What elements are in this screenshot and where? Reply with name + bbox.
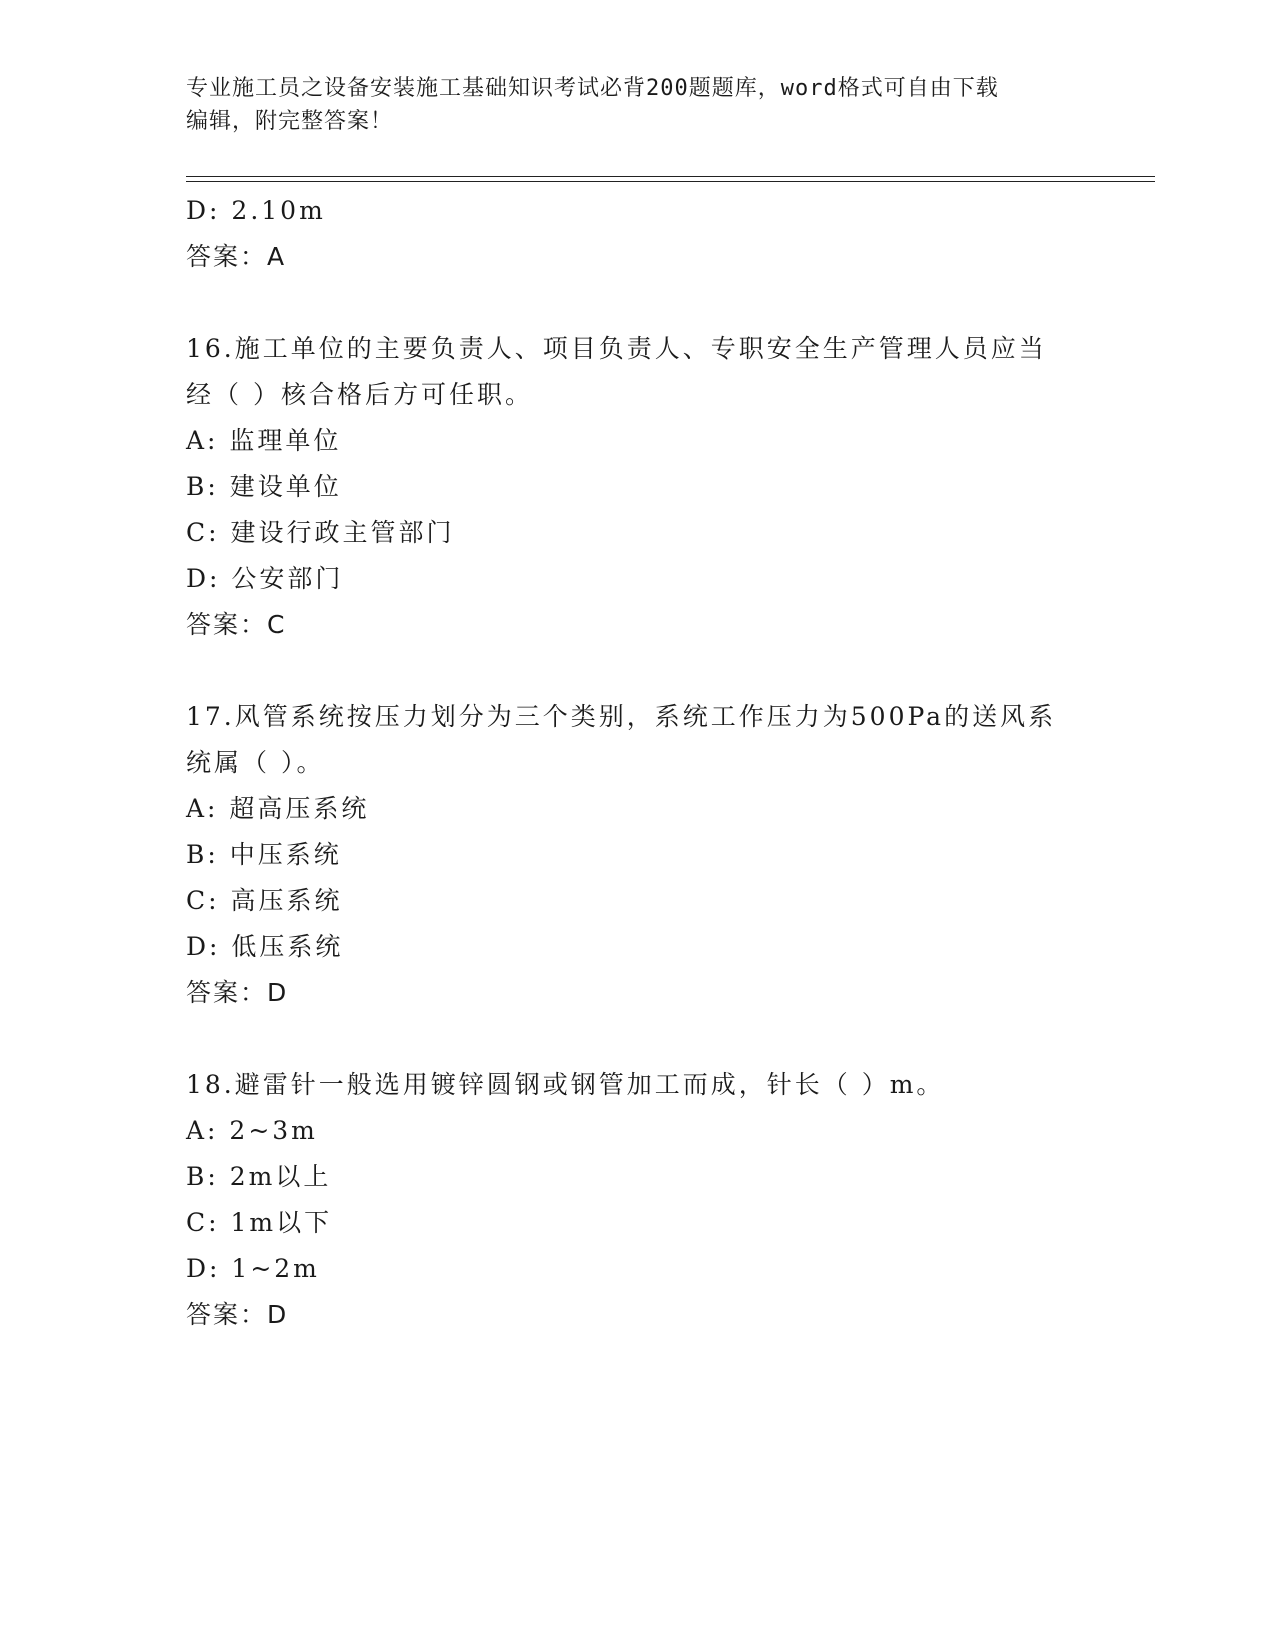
option-a: A: 监理单位	[186, 426, 342, 455]
answer: 答案：D	[186, 1300, 289, 1329]
prev-answer: 答案：A	[186, 242, 287, 271]
question-stem-line1: 17.风管系统按压力划分为三个类别，系统工作压力为500Pa的送风系	[186, 702, 1057, 731]
option-c: C: 1m以下	[186, 1208, 333, 1237]
question-stem-line2: 统属（ ）。	[186, 748, 325, 777]
document-body	[186, 188, 1086, 1338]
option-d: D: 公安部门	[186, 564, 344, 593]
question-stem-line1: 16.施工单位的主要负责人、项目负责人、专职安全生产管理人员应当	[186, 334, 1047, 363]
document-header	[186, 72, 1086, 138]
option-c: C: 建设行政主管部门	[186, 518, 455, 547]
header-title-line2: 编辑，附完整答案！	[186, 109, 394, 134]
header-divider-bottom	[186, 181, 1155, 182]
header-divider-top	[186, 176, 1155, 177]
spacer	[186, 648, 1086, 694]
answer: 答案：C	[186, 610, 287, 639]
prev-option-d: D: 2.10m	[186, 196, 326, 225]
answer: 答案：D	[186, 978, 289, 1007]
header-title-line1: 专业施工员之设备安装施工基础知识考试必背200题题库，word格式可自由下载	[186, 76, 999, 101]
option-b: B: 建设单位	[186, 472, 342, 501]
question-17	[186, 694, 1086, 1016]
option-b: B: 中压系统	[186, 840, 342, 869]
question-18	[186, 1062, 1086, 1338]
spacer	[186, 1016, 1086, 1062]
option-c: C: 高压系统	[186, 886, 343, 915]
option-d: D: 1~2m	[186, 1254, 320, 1283]
question-stem-line1: 18.避雷针一般选用镀锌圆钢或钢管加工而成，针长（ ）m。	[186, 1070, 945, 1099]
option-d: D: 低压系统	[186, 932, 344, 961]
question-16	[186, 326, 1086, 648]
spacer	[186, 280, 1086, 326]
option-a: A: 超高压系统	[186, 794, 370, 823]
option-b: B: 2m以上	[186, 1162, 332, 1191]
option-a: A: 2~3m	[186, 1116, 318, 1145]
question-stem-line2: 经（ ）核合格后方可任职。	[186, 380, 533, 409]
